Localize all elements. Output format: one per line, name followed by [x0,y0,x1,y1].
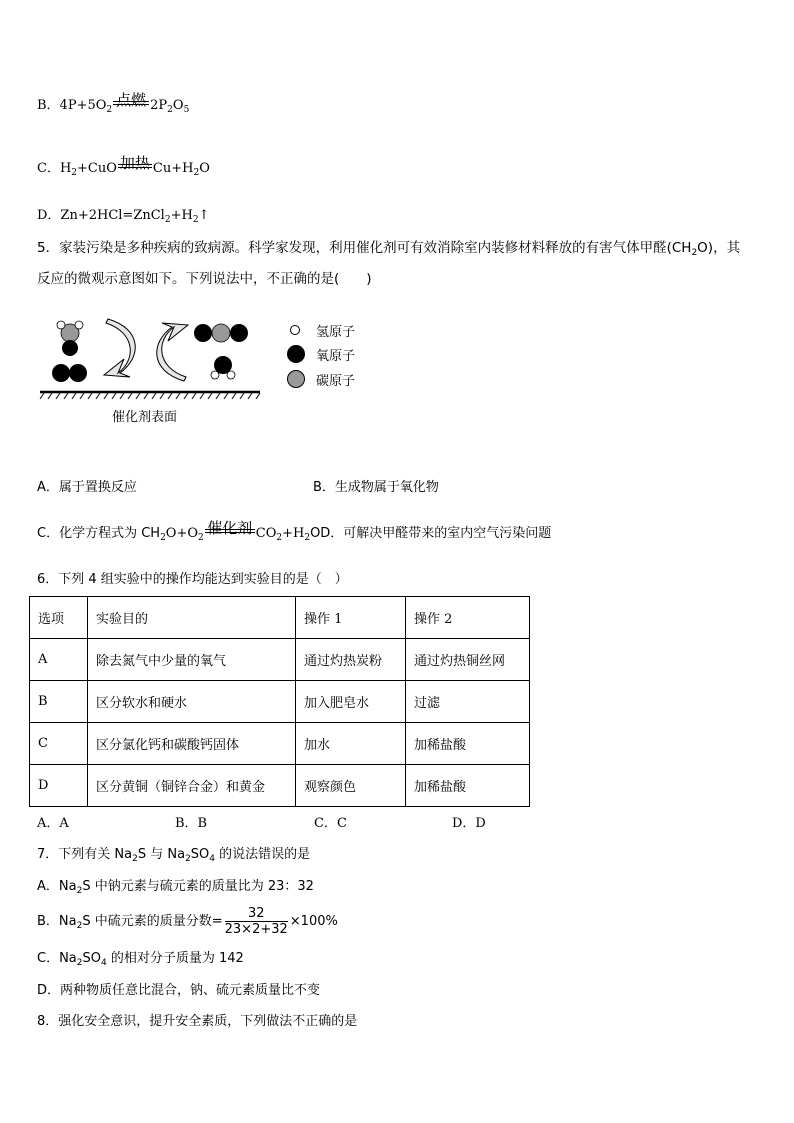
fraction: $\frac{32}{23\times 2+32}$ [224,906,288,937]
q7-option-b: B．$Na_2S$ 中硫元素的质量分数= $\frac{32}{23\times 2+32}$ ×100% [37,906,338,937]
legend-oxygen: 氧原子 [287,345,355,364]
q7-option-d: D．两种物质任意比混合，钠、硫元素质量比不变 [37,983,321,998]
catalyst-surface-label: 催化剂表面 [112,410,178,425]
curved-arrow-icon [157,323,188,381]
table-cell: A [30,639,88,681]
option-b-equation: B．$4P+5O_2$ 点燃 $2P_2O_5$ [37,91,190,115]
q7-option-c: C．$Na_2SO_4$ 的相对分子质量为 142 [37,951,244,968]
table-cell: D [30,765,88,807]
surface-hatching [40,393,260,399]
oxygen-atom [52,364,70,382]
q5-stem-line2: 反应的微观示意图如下。下列说法中，不正确的是( ) [37,271,372,287]
q5-option-b: B．生成物属于氧化物 [313,480,439,495]
table-cell: 区分软水和硬水 [88,681,296,723]
table-cell: 加入肥皂水 [296,681,406,723]
reaction-condition: 催化剂 [205,526,255,542]
table-header-cell: 操作 2 [406,597,530,639]
hydrogen-atom [211,371,219,379]
hydrogen-atom [75,321,83,329]
carbon-atom [212,324,230,342]
hydrogen-atom [57,321,65,329]
oxygen-atom [230,324,248,342]
table-header-cell: 操作 1 [296,597,406,639]
hydrogen-atom [227,371,235,379]
option-c-equation: C．$H_2+CuO$ 加热 $Cu+H_2O$ [37,154,210,178]
table-cell: 过滤 [406,681,530,723]
table-cell: B [30,681,88,723]
table-row [30,765,530,807]
table-row [30,723,530,765]
q6-stem: 6．下列 4 组实验中的操作均能达到实验目的是（ ） [37,572,348,587]
table-cell: 区分黄铜（铜锌合金）和黄金 [88,765,296,807]
table-cell: 加稀盐酸 [406,765,530,807]
table-row [30,639,530,681]
table-cell: 观察颜色 [296,765,406,807]
table-header-cell: 实验目的 [88,597,296,639]
option-d-equation: D．$Zn+2HCl=ZnCl_2+H_2↑$ [37,208,210,225]
table-cell: 通过灼热铜丝网 [406,639,530,681]
q5-stem-line1: 5．家装污染是多种疾病的致病源。科学家发现，利用催化剂可有效消除室内装修材料释放的有害气体甲醛$(CH_2O)$，其 [37,240,741,258]
reaction-condition: 加热 [119,154,150,172]
q6-choice-b: B．B [175,816,208,831]
legend-carbon: 碳原子 [287,370,355,389]
curved-arrow-icon [104,319,135,377]
q5-option-a: A．属于置换反应 [37,480,137,495]
q6-choice-d: D．D [452,816,486,831]
reaction-condition: 点燃 [113,98,149,114]
q7-option-a: A．$Na_2S$ 中钠元素与硫元素的质量比为 23：32 [37,879,314,896]
oxygen-atom [62,340,78,356]
table-cell: 加稀盐酸 [406,723,530,765]
table-cell: 区分氯化钙和碳酸钙固体 [88,723,296,765]
reaction-diagram [38,315,268,400]
oxygen-atom [194,324,212,342]
q6-table [29,596,530,807]
table-header-cell: 选项 [30,597,88,639]
legend-hydrogen: 氢原子 [287,321,355,340]
q7-stem: 7．下列有关 $Na_2S$ 与 $Na_2SO_4$ 的说法错误的是 [37,847,311,864]
table-cell: 加水 [296,723,406,765]
table-header-row [30,597,530,639]
table-row [30,681,530,723]
table-cell: C [30,723,88,765]
oxygen-atom [69,364,87,382]
q8-stem: 8．强化安全意识，提升安全素质，下列做法不正确的是 [37,1014,358,1029]
q6-choice-c: C．C [314,816,347,831]
table-cell: 除去氮气中少量的氧气 [88,639,296,681]
q6-choice-a: A．A [37,816,69,831]
table-cell: 通过灼热炭粉 [296,639,406,681]
q5-option-c: C．化学方程式为 $CH_2O+O_2$ 催化剂 $CO_2+H_2OD$．可解决甲醛带来的室内空气污染问题 [37,519,552,543]
